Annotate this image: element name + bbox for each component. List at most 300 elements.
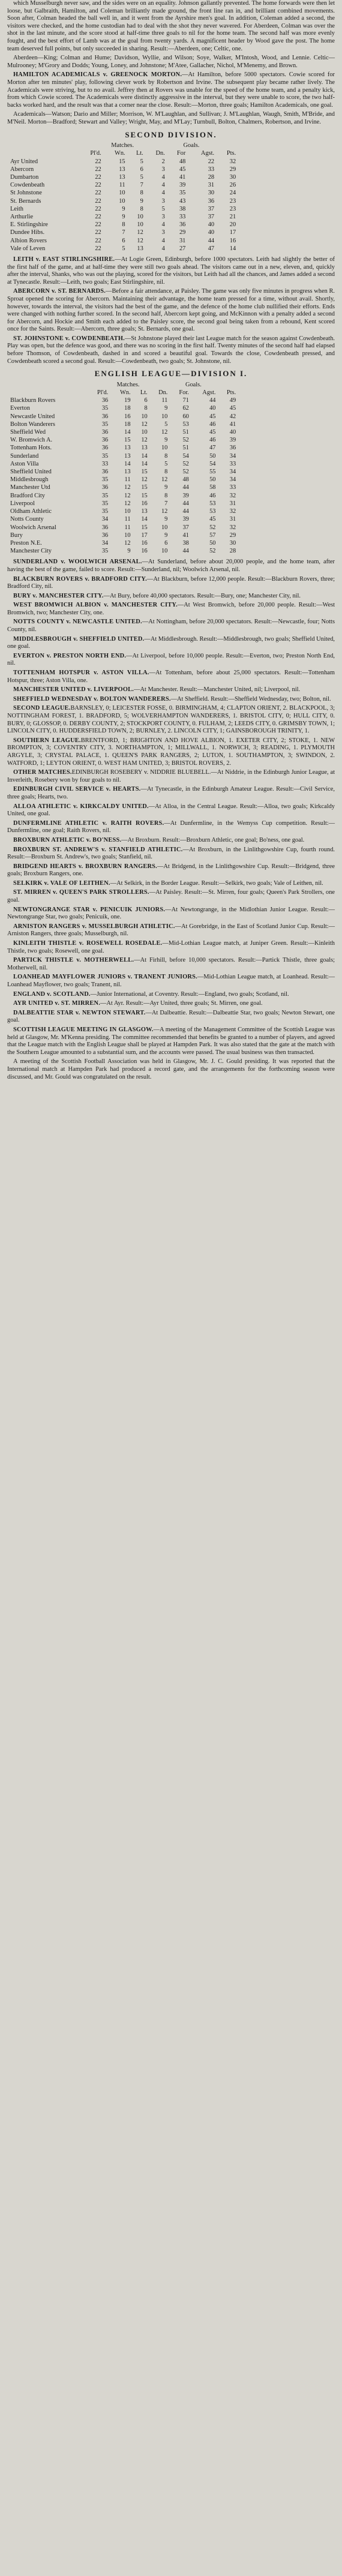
stat-cell: 45	[179, 166, 186, 173]
stat-cell: 3	[161, 166, 165, 173]
stat-cell: 8	[164, 492, 168, 499]
table-row	[8, 500, 238, 508]
table-row	[8, 444, 238, 452]
report-text: —Before a fair attendance, at Paisley. The game was only five minutes in progress when R. Sproat opened the scoring for Abercorn. Maintaining their advantage, the home team pressed for a time, without avail. Shortly, however, towards the interval, the visitors had the best of the game, and the defence of the home club nullified their efforts. Ends were changed with nothing further scored. In the second half, Abercorn kept going, and McKinnon with a penalty added a second for Abercorn, and Hockie and Smith each added to the Paisley score, the second goal being taken from a rebound, Kent scored once for the Saints. Result:—Abercorn, three goals; St. Bernards, one goal.	[7, 288, 335, 333]
match-heading: SUNDERLAND v. WOOLWICH ARSENAL.	[13, 559, 142, 566]
team-name: Aston Villa	[10, 460, 39, 467]
stat-cell: 12	[161, 508, 168, 515]
stat-cell: 29	[229, 166, 236, 173]
stat-cell: 16	[124, 413, 131, 420]
stat-cell: 20	[229, 221, 236, 229]
stat-cell: 16	[141, 548, 148, 555]
stat-cell: 5	[122, 245, 125, 252]
stat-cell: 33	[208, 166, 215, 173]
report-paragraph	[7, 696, 335, 704]
match-heading: ABERCORN v. ST. BERNARDS.	[13, 288, 106, 295]
stat-cell: 14	[141, 452, 148, 460]
stat-cell: 52	[182, 437, 189, 444]
stat-cell: 35	[101, 405, 109, 412]
stat-cell: 52	[182, 460, 189, 467]
stat-cell: 36	[101, 445, 109, 452]
team-name: Albion Rovers	[10, 237, 47, 244]
stat-cell: 45	[209, 516, 216, 523]
match-heading: EDINBURGH CIVIL SERVICE v. HEARTS.	[13, 786, 141, 793]
stat-cell: 22	[95, 173, 101, 181]
stat-cell: 48	[182, 476, 189, 484]
english-league-table	[8, 381, 238, 555]
stat-cell: 11	[124, 476, 131, 484]
report-text: —At Hamilton, before 5000 spectators. Cowie scored for Morton after ten minutes' play, following clever work by Robertson and Irvine. The subsequent play became rather lively. The Academicals were striving, but to no avail. Jeffrey then at Rovers was unable for the speed of the home team, and a penalty kick, from which Cowie scored. The Academicals were distinctly aggressive in the interval, but they were unable to score, the two half-backs worked hard, and the result was that a corner near the close. Result:—Morton, three goals; Hamilton Academicals, one goal.	[7, 71, 335, 109]
report-paragraph	[7, 957, 335, 972]
stat-cell: 32	[229, 524, 236, 531]
stat-cell: 2	[161, 158, 165, 165]
report-text: A meeting of the Scottish Football Association was held in Glasgow, Mr. J. C. Gould presiding. It was reported that the International match at Hampden Park had produced a record gate, and the arrangements for the forthcoming season were discussed, and Mr. Gould was congratulated on the result.	[7, 1058, 335, 1080]
stat-cell: 12	[161, 429, 168, 436]
report-text: —Junior International, at Coventry. Result:—England, two goals; Scotland, nil.	[90, 990, 289, 998]
report-paragraph	[7, 846, 335, 861]
team-name: Manchester Utd	[10, 484, 50, 491]
table-row	[8, 397, 238, 404]
stat-cell: 53	[209, 500, 216, 507]
stat-cell: 10	[161, 445, 168, 452]
stat-cell: 12	[124, 492, 131, 499]
stat-cell: 8	[164, 452, 168, 460]
stat-cell: 52	[209, 524, 216, 531]
stat-cell: 26	[229, 182, 236, 189]
stat-cell: 15	[141, 524, 148, 531]
team-name: Preston N.E.	[10, 539, 42, 547]
column-header: Pl'd.	[97, 389, 109, 397]
stat-cell: 13	[119, 173, 125, 181]
table-row	[8, 404, 238, 412]
stat-cell: 12	[141, 421, 148, 428]
top-report-column	[7, 0, 335, 127]
stat-cell: 37	[182, 524, 189, 531]
stat-cell: 35	[179, 190, 186, 197]
report-paragraph	[7, 769, 335, 784]
stat-cell: 3	[161, 229, 165, 236]
stat-cell: 36	[101, 429, 109, 436]
report-text: —At Newtongrange, in the Midlothian Junior League. Result:—Newtongrange Star, two goals; Penicuik, one.	[7, 906, 335, 921]
stat-cell: 36	[101, 532, 109, 539]
english-league-group-header	[8, 381, 238, 389]
report-text: —At Sunderland, before about 20,000 people, and the home team, after having the best of the game, failed to score. Result:—Sunderland, nil; Woolwich Arsenal, nil.	[7, 559, 335, 573]
team-name: Notts County	[10, 516, 44, 523]
report-text: —At Logie Green, Edinburgh, before 1000 spectators. Leith had slightly the better of the first half of the game, and at half-time they were still two goals ahead. The visitors came out in a new, eleven, and, quickly after the interval, Shanks, who was out the playing, scored for the visitors, but Leith had all the chances, and James added a second at Tynecastle. Result:—Leith, two goals; East Stirlingshire, nil.	[7, 256, 335, 286]
stat-cell: 9	[127, 548, 131, 555]
stat-cell: 12	[161, 476, 168, 484]
team-name: Middlesbrough	[10, 476, 49, 484]
stat-cell: 12	[141, 476, 148, 484]
match-heading: MANCHESTER UNITED v. LIVERPOOL.	[13, 686, 134, 693]
stat-cell: 52	[182, 469, 189, 476]
stat-cell: 7	[140, 182, 143, 189]
report-paragraph	[7, 55, 335, 70]
stat-cell: 10	[124, 508, 131, 515]
report-text: —At Broxburn, in the Linlithgowshire Cup, fourth round. Result:—Broxburn St. Andrew's, two goals; Stanfield, nil.	[7, 846, 335, 861]
report-text: —At Paisley. Result:—St. Mirren, four goals; Queen's Park Strollers, one goal.	[7, 889, 335, 904]
stat-cell: 34	[229, 469, 236, 476]
report-text: —At Bridgend, in the Linlithgowshire Cup. Result:—Bridgend, three goals; Broxburn Rangers, one.	[7, 863, 335, 878]
report-text: —At Middlesbrough. Result:—Middlesbrough, two goals; Sheffield United, one goal.	[7, 635, 335, 650]
match-heading: NOTTS COUNTY v. NEWCASTLE UNITED.	[13, 619, 142, 626]
stat-cell: 51	[182, 445, 189, 452]
report-text: EDINBURGH ROSEBERY v. NIDDRIE BLUEBELL.—At Niddrie, in the Edinburgh Junior League, at Inverleith, Rosebery won by four goals to nil.	[7, 769, 335, 783]
stat-cell: 12	[124, 484, 131, 491]
stat-cell: 36	[229, 445, 236, 452]
match-heading: SCOTTISH LEAGUE MEETING IN GLASGOW.	[13, 1026, 154, 1033]
english-league-column-header	[8, 389, 238, 397]
stat-cell: 57	[209, 532, 216, 539]
stat-cell: 38	[179, 205, 186, 212]
report-text: —Mid-Lothian League match, at Juniper Green. Result:—Kinleith Thistle, two goals; Rosewell, one goal.	[7, 940, 335, 954]
stat-cell: 35	[101, 492, 109, 499]
stat-cell: 40	[229, 429, 236, 436]
stat-cell: 22	[95, 245, 101, 252]
stat-cell: 16	[229, 237, 236, 244]
stat-cell: 33	[101, 460, 109, 467]
report-paragraph	[7, 705, 335, 735]
table-row	[8, 213, 238, 221]
report-text: —At Blackburn, before 12,000 people. Result:—Blackburn Rovers, three; Bradford City, nil.	[7, 575, 335, 590]
stat-cell: 32	[229, 158, 236, 165]
report-paragraph	[7, 820, 335, 835]
stat-cell: 41	[182, 532, 189, 539]
report-text: which Musselburgh never saw, and the sides were on an equality. Johnson gallantly prevented. The home forwards were then let loose, but Galbraith, Hamilton, and Coleman brilliantly made ground, the front line ran in, and brilliant combined movements. Soon after, Colman headed the ball well in, and it went from the Ayrshire men's goal. In addition, Coleman added a second, the visitors were checked, and the home custodian had to deal with the shot they never wavered. For Aberdeen, Colman was over the shot in the last minute, and the score stood at half-time three goals to nil for the home team. The second half was more evenly fought, and the best effort of Lamb was at the goal from twenty yards. A magnificent header by Wood gave the post. The home team deserved full points, but only succeeded in sharing. Result:—Aberdeen, one; Celtic, one.	[7, 0, 335, 52]
stat-cell: 9	[122, 205, 125, 212]
goals-group-header: Goals.	[185, 381, 202, 388]
report-text: —At Bury, before 40,000 spectators. Result:—Bury, one; Manchester City, nil.	[103, 592, 301, 599]
stat-cell: 31	[229, 500, 236, 507]
stat-cell: 18	[124, 421, 131, 428]
stat-cell: 32	[229, 508, 236, 515]
stat-cell: 18	[124, 405, 131, 412]
match-heading: ALLOA ATHLETIC v. KIRKCALDY UNITED.	[13, 803, 149, 810]
report-text: —At Gorebridge, in the East of Scotland Junior Cup. Result:—Arniston Rangers, three goals; Musselburgh, nil.	[7, 923, 335, 938]
stat-cell: 50	[209, 452, 216, 460]
table-row	[8, 221, 238, 229]
stat-cell: 31	[179, 237, 186, 244]
stat-cell: 14	[124, 460, 131, 467]
report-paragraph	[7, 889, 335, 904]
stat-cell: 8	[144, 405, 148, 412]
stat-cell: 10	[137, 213, 143, 220]
table-row	[8, 428, 238, 436]
match-heading: WEST BROMWICH ALBION v. MANCHESTER CITY.	[13, 602, 178, 609]
stat-cell: 11	[124, 516, 131, 523]
stat-cell: 9	[164, 484, 168, 491]
stat-cell: 36	[101, 437, 109, 444]
stat-cell: 9	[164, 437, 168, 444]
english-league-title: ENGLISH LEAGUE—DIVISION I.	[94, 369, 248, 379]
column-header	[8, 149, 79, 157]
report-paragraph	[7, 1058, 335, 1081]
stat-cell: 39	[182, 492, 189, 499]
stat-cell: 10	[137, 221, 143, 229]
report-paragraph	[7, 559, 335, 574]
stat-cell: 4	[161, 237, 165, 244]
table-row	[8, 515, 238, 523]
stat-cell: 6	[164, 539, 168, 547]
stat-cell: 62	[182, 405, 189, 412]
stat-cell: 46	[209, 492, 216, 499]
stat-cell: 12	[124, 500, 131, 507]
report-paragraph	[7, 906, 335, 921]
report-paragraph	[7, 1000, 335, 1008]
team-name: Abercorn	[10, 166, 34, 173]
stat-cell: 12	[124, 539, 131, 547]
stat-cell: 10	[161, 413, 168, 420]
stat-cell: 33	[229, 484, 236, 491]
stat-cell: 43	[179, 197, 186, 205]
column-header: Dn.	[158, 389, 168, 397]
stat-cell: 33	[179, 213, 186, 220]
stat-cell: 50	[209, 539, 216, 547]
team-name: Woolwich Arsenal	[10, 524, 56, 531]
report-text: BARNSLEY, 0; LEICESTER FOSSE, 0. BIRMINGHAM, 4; CLAPTON ORIENT, 2. BLACKPOOL, 3; NOTTINGHAM FOREST, 1. BRADFORD, 5; WOLVERHAMPTON WANDERERS, 1. BRISTOL CITY, 0; HULL CITY, 0. BURY, 0; GLOSSOP, 0. DERBY COUNTY, 2; STOCKPORT COUNTY, 0. FULHAM, 2; LEEDS CITY, 0. GRIMSBY TOWN, 1; LINCOLN CITY, 0. HUDDERSFIELD TOWN, 2; BURNLEY, 2. LINCOLN CITY, 1; GAINSBOROUGH TRINITY, 1.	[7, 705, 335, 735]
report-paragraph	[7, 593, 335, 601]
match-heading: TOTTENHAM HOTSPUR v. ASTON VILLA.	[13, 669, 149, 677]
match-heading: ST. JOHNSTONE v. COWDENBEATH.	[13, 335, 125, 342]
stat-cell: 32	[229, 492, 236, 499]
stat-cell: 10	[124, 532, 131, 539]
team-name: Dumbarton	[10, 173, 39, 181]
table-row	[8, 158, 238, 166]
stat-cell: 48	[179, 158, 186, 165]
stat-cell: 34	[101, 516, 109, 523]
match-heading: KINLEITH THISTLE v. ROSEWELL ROSEDALE.	[13, 940, 163, 947]
team-name: Everton	[10, 405, 30, 412]
table-row	[8, 532, 238, 539]
match-heading: BROXBURN ST. ANDREW'S v. STANFIELD ATHLETIC.	[13, 846, 183, 853]
stat-cell: 36	[179, 221, 186, 229]
table-row	[8, 484, 238, 491]
stat-cell: 10	[119, 190, 125, 197]
report-text: Aberdeen—King; Colman and Hume; Davidson, Wyllie, and Wilson; Soye, Walker, M'Intosh, Wood, and Lennie. Celtic—Mulrooney; M'Grory and Dodds; Young, Loney, and Johnstone; M'Atee, Gallacher, Nichol, M'Menemy, and Brown.	[7, 55, 335, 69]
match-heading: BURY v. MANCHESTER CITY.	[13, 592, 104, 599]
stat-cell: 16	[141, 539, 148, 547]
stat-cell: 17	[229, 229, 236, 236]
stat-cell: 22	[95, 197, 101, 205]
stat-cell: 47	[209, 445, 216, 452]
match-heading: LEITH v. EAST STIRLINGSHIRE.	[13, 256, 115, 263]
report-paragraph	[7, 669, 335, 684]
table-row	[8, 413, 238, 421]
report-text: —At West Bromwich, before 20,000 people. Result:—West Bromwich, two; Manchester City, one.	[7, 602, 335, 616]
stat-cell: 35	[101, 500, 109, 507]
report-paragraph	[7, 686, 335, 694]
stat-cell: 13	[141, 508, 148, 515]
stat-cell: 45	[229, 405, 236, 412]
team-name: W. Bromwich A.	[10, 437, 53, 444]
stat-cell: 28	[229, 548, 236, 555]
report-paragraph	[7, 636, 335, 651]
stat-cell: 30	[208, 190, 215, 197]
table-row	[8, 460, 238, 468]
table-row	[8, 476, 238, 484]
matches-group-header: Matches.	[116, 381, 140, 388]
team-name: Bury	[10, 532, 23, 539]
stat-cell: 11	[124, 524, 131, 531]
report-paragraph	[7, 837, 335, 845]
stat-cell: 6	[140, 166, 143, 173]
report-paragraph	[7, 803, 335, 818]
column-header: Lt.	[136, 150, 143, 157]
stat-cell: 54	[182, 452, 189, 460]
match-heading: BLACKBURN ROVERS v. BRADFORD CITY.	[13, 575, 147, 583]
report-paragraph	[7, 111, 335, 126]
table-row	[8, 468, 238, 476]
stat-cell: 13	[124, 445, 131, 452]
report-text: —At Broxburn. Result:—Broxburn Athletic, one goal; Bo'ness, one goal.	[121, 836, 305, 843]
stat-cell: 35	[101, 548, 109, 555]
stat-cell: 8	[164, 469, 168, 476]
report-text: —At Dalbeattie. Result:—Dalbeattie Star, two goals; Newton Stewart, one goal.	[7, 1009, 335, 1024]
stat-cell: 8	[140, 205, 143, 212]
stat-cell: 23	[229, 197, 236, 205]
stat-cell: 22	[95, 229, 101, 236]
stat-cell: 17	[141, 532, 148, 539]
match-heading: SELKIRK v. VALE OF LEITHEN.	[13, 879, 110, 887]
stat-cell: 54	[209, 460, 216, 467]
team-name: Cowdenbeath	[10, 182, 45, 189]
report-text: —St Johnstone played their last League match for the season against Cowdenbeath. Play was open, but the defence was good, and there was no scoring in the first half. Twenty minutes of the second half had elapsed before Thomson, of Cowdenbeath, dashed in and scored a beautiful goal. Towards the close, Cowdenbeath pressed, and Cowdenbeath scored a second goal. Result:—Cowdenbeath, two goals; St. Johnstone, nil.	[7, 335, 335, 365]
stat-cell: 36	[101, 469, 109, 476]
stat-cell: 35	[101, 508, 109, 515]
report-text: Academicals—Watson; Dario and Miller; Morrison, W. M'Laughlan, and Sullivan; J. M'Laughlan, Waugh, Smith, M'Bride, and M'Neil. Morton—Bradford; Stewart and Valley; Wright, May, and M'Lay; Turnbull, Bolton, Chalmers, Robertson, and Irvine.	[7, 111, 335, 125]
stat-cell: 47	[208, 245, 215, 252]
table-row	[8, 237, 238, 245]
stat-cell: 38	[182, 539, 189, 547]
match-heading: LOANHEAD MAYFLOWER JUNIORS v. TRANENT JUNIORS.	[13, 974, 197, 981]
report-text: —At Tynecastle, in the Edinburgh Amateur League. Result:—Civil Service, three goals; Hearts, two.	[7, 786, 335, 800]
stat-cell: 4	[161, 182, 165, 189]
stat-cell: 4	[161, 190, 165, 197]
match-heading: ST. MIRREN v. QUEEN'S PARK STROLLERS.	[13, 889, 149, 896]
stat-cell: 24	[229, 190, 236, 197]
report-text: BRENTFORD, 1; BRIGHTON AND HOVE ALBION, 1. EXETER CITY, 2; STOKE, 1. NEW BROMPTON, 3; COVENTRY CITY, 3. NORTHAMPTON, 1; MILLWALL, 1. NORWICH, 3; READING, 1. PLYMOUTH ARGYLE, 3; CRYSTAL PALACE, 1. QUEEN'S PARK RANGERS, 2; LUTON, 1. SOUTHAMPTON, 3; SWINDON, 2. WATFORD, 1; LEYTON ORIENT, 0. WEST HAM UNITED, 3; BRISTOL ROVERS, 2.	[7, 737, 335, 767]
stat-cell: 19	[124, 397, 131, 404]
stat-cell: 6	[122, 237, 125, 244]
report-paragraph	[7, 288, 335, 334]
stat-cell: 3	[161, 213, 165, 220]
report-paragraph	[7, 923, 335, 938]
report-text: —Mid-Lothian League match, at Loanhead. Result:—Loanhead Mayflower, two goals; Tranent, nil.	[7, 974, 335, 988]
report-paragraph	[7, 576, 335, 591]
stat-cell: 41	[229, 421, 236, 428]
stat-cell: 40	[208, 221, 215, 229]
report-paragraph	[7, 602, 335, 617]
report-paragraph	[7, 256, 335, 286]
table-row	[8, 181, 238, 189]
table-row	[8, 197, 238, 205]
team-name: Sheffield United	[10, 469, 52, 476]
match-heading: SHEFFIELD WEDNESDAY v. BOLTON WANDERERS.	[13, 695, 171, 702]
stat-cell: 22	[95, 166, 101, 173]
stat-cell: 8	[122, 221, 125, 229]
column-header: Agst.	[200, 150, 215, 157]
second-division-table	[8, 142, 238, 253]
report-text: —At Sheffield. Result:—Sheffield Wednesday, two; Bolton, nil.	[170, 695, 331, 702]
team-name: Oldham Athletic	[10, 508, 52, 515]
report-paragraph	[7, 653, 335, 668]
stat-cell: 10	[161, 524, 168, 531]
stat-cell: 46	[209, 421, 216, 428]
stat-cell: 14	[141, 460, 148, 467]
match-heading: BRIDGEND HEARTS v. BROXBURN RANGERS.	[13, 863, 157, 870]
report-paragraph	[7, 335, 335, 365]
stat-cell: 50	[209, 476, 216, 484]
stat-cell: 10	[161, 548, 168, 555]
matches-group-header: Matches.	[111, 142, 134, 149]
stat-cell: 16	[141, 500, 148, 507]
stat-cell: 4	[161, 245, 165, 252]
team-name: St Johnstone	[10, 190, 42, 197]
stat-cell: 29	[179, 229, 186, 236]
stat-cell: 15	[141, 484, 148, 491]
stat-cell: 13	[124, 469, 131, 476]
stat-cell: 11	[119, 182, 125, 189]
stat-cell: 14	[124, 429, 131, 436]
stat-cell: 12	[137, 237, 143, 244]
team-name: Arthurlie	[10, 213, 34, 220]
stat-cell: 29	[229, 532, 236, 539]
match-heading: MIDDLESBROUGH v. SHEFFIELD UNITED.	[13, 635, 145, 643]
stat-cell: 37	[208, 205, 215, 212]
stat-cell: 46	[209, 437, 216, 444]
stat-cell: 10	[141, 429, 148, 436]
stat-cell: 33	[229, 460, 236, 467]
stat-cell: 5	[140, 158, 143, 165]
stat-cell: 5	[164, 421, 168, 428]
stat-cell: 55	[209, 469, 216, 476]
second-division-column-header	[8, 149, 238, 157]
report-paragraph	[7, 991, 335, 999]
table-row	[8, 166, 238, 173]
team-name: Leith	[10, 205, 23, 212]
column-header: Pl'd.	[90, 150, 101, 157]
report-text: —At Selkirk, in the Border League. Result:—Selkirk, two goals; Vale of Leithen, nil.	[110, 879, 323, 887]
table-row	[8, 205, 238, 213]
team-name: Manchester City	[10, 548, 52, 555]
stat-cell: 53	[182, 421, 189, 428]
stat-cell: 42	[229, 413, 236, 420]
report-paragraph	[7, 1010, 335, 1025]
table-row	[8, 245, 238, 253]
report-text: —At Manchester. Result:—Manchester United, nil; Liverpool, nil.	[134, 686, 301, 693]
stat-cell: 39	[229, 437, 236, 444]
stat-cell: 21	[229, 213, 236, 220]
stat-cell: 44	[182, 508, 189, 515]
stat-cell: 22	[95, 190, 101, 197]
match-heading: BROXBURN ATHLETIC v. BO'NESS.	[13, 836, 122, 843]
table-row	[8, 421, 238, 428]
second-division-title: SECOND DIVISION.	[125, 130, 217, 139]
report-paragraph	[7, 940, 335, 955]
report-paragraph	[7, 863, 335, 878]
table-row	[8, 547, 238, 555]
stat-cell: 15	[119, 158, 125, 165]
team-name: E. Stirlingshire	[10, 221, 48, 229]
match-heading: SECOND LEAGUE.	[13, 705, 71, 712]
report-text: —At Ayr. Result:—Ayr United, three goals; St. Mirren, one goal.	[100, 1000, 263, 1007]
stat-cell: 3	[161, 197, 165, 205]
stat-cell: 44	[182, 484, 189, 491]
stat-cell: 5	[140, 173, 143, 181]
stat-cell: 22	[208, 158, 215, 165]
goals-group-header: Goals.	[183, 142, 200, 149]
report-paragraph	[7, 0, 335, 53]
